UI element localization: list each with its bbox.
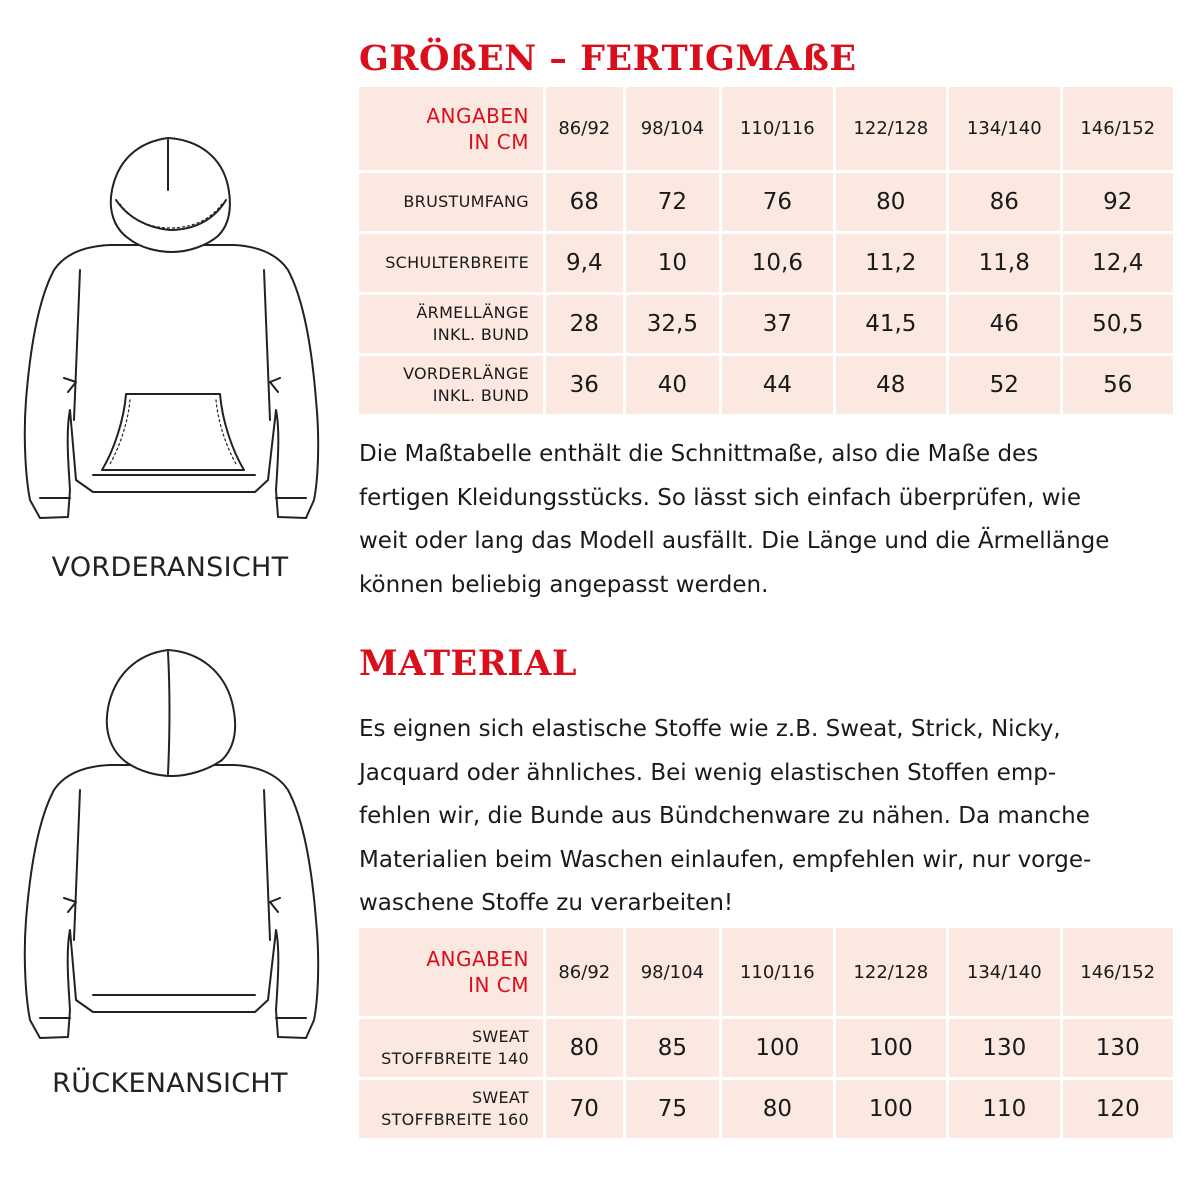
row-header-line2: INKL. BUND — [432, 325, 529, 344]
table-cell: 72 — [626, 173, 720, 231]
hoodie-back-drawing — [18, 640, 328, 1050]
row-header — [359, 1080, 543, 1138]
paragraph-line: fertigen Kleidungsstücks. So lässt sich einfach überprüfen, wie — [359, 484, 1081, 511]
table-cell: 80 — [546, 1019, 623, 1077]
sizes-heading: GRÖßEN – FERTIGMAßE — [359, 38, 857, 79]
table-cell: 9,4 — [546, 234, 623, 292]
table-cell: 41,5 — [836, 295, 946, 353]
table-cell: 130 — [1063, 1019, 1174, 1077]
row-header-line2: STOFFBREITE 140 — [381, 1049, 529, 1068]
material-description — [359, 708, 1189, 926]
table-cell: 48 — [836, 356, 946, 414]
table-cell: 68 — [546, 173, 623, 231]
table-cell: 10,6 — [722, 234, 832, 292]
units-label-line1: ANGABEN — [426, 103, 529, 128]
table-cell: 46 — [949, 295, 1059, 353]
table-cell: 40 — [626, 356, 720, 414]
row-header-line1: BRUSTUMFANG — [403, 192, 529, 211]
row-header — [359, 1019, 543, 1077]
row-header — [359, 234, 543, 292]
row-header-line1: SWEAT — [471, 1027, 529, 1046]
row-header — [359, 356, 543, 414]
row-header-line2: INKL. BUND — [432, 386, 529, 405]
measurements-description — [359, 433, 1189, 607]
table-cell: 92 — [1063, 173, 1174, 231]
table-cell: 120 — [1063, 1080, 1174, 1138]
column-header: 146/152 — [1063, 928, 1174, 1016]
paragraph-line: fehlen wir, die Bunde aus Bündchenware zu nähen. Da manche — [359, 803, 1090, 829]
table-cell: 80 — [836, 173, 946, 231]
material-heading: MATERIAL — [359, 643, 577, 684]
table-row — [359, 295, 1173, 353]
column-header: 134/140 — [949, 87, 1059, 170]
paragraph-line: waschene Stoffe zu verarbeiten! — [359, 890, 734, 916]
row-header-line1: SWEAT — [471, 1088, 529, 1107]
table-header-row — [359, 87, 1173, 170]
table-cell: 75 — [626, 1080, 720, 1138]
column-header: 122/128 — [836, 87, 946, 170]
table-cell: 85 — [626, 1019, 720, 1077]
row-header — [359, 295, 543, 353]
table-cell: 76 — [722, 173, 832, 231]
front-view-illustration — [0, 120, 340, 600]
table-row — [359, 356, 1173, 414]
paragraph-line: Die Maßtabelle enthält die Schnittmaße, also die Maße des — [359, 441, 1039, 467]
finished-measurements-table — [356, 84, 1176, 417]
table-cell: 100 — [722, 1019, 832, 1077]
table-row — [359, 173, 1173, 231]
table-cell: 12,4 — [1063, 234, 1174, 292]
column-header: 110/116 — [722, 928, 832, 1016]
table-cell: 70 — [546, 1080, 623, 1138]
table-row — [359, 1019, 1173, 1077]
units-label-line2: IN CM — [468, 129, 529, 154]
back-view-illustration — [0, 640, 340, 1120]
table-cell: 37 — [722, 295, 832, 353]
table-cell: 28 — [546, 295, 623, 353]
table-cell: 11,2 — [836, 234, 946, 292]
units-label-line1: ANGABEN — [426, 947, 529, 971]
row-header-line1: ÄRMELLÄNGE — [416, 303, 529, 322]
fabric-requirement-table — [356, 925, 1176, 1141]
row-header-line1: VORDERLÄNGE — [403, 364, 529, 383]
column-header: 110/116 — [722, 87, 832, 170]
table-cell: 50,5 — [1063, 295, 1174, 353]
table-cell: 110 — [949, 1080, 1059, 1138]
column-header: 134/140 — [949, 928, 1059, 1016]
back-view-caption: RÜCKENANSICHT — [52, 1068, 288, 1099]
table-row — [359, 234, 1173, 292]
table-cell: 100 — [836, 1080, 946, 1138]
row-header-line1: SCHULTERBREITE — [385, 253, 529, 272]
hoodie-front-drawing — [18, 120, 328, 530]
units-label — [359, 87, 543, 170]
table-cell: 130 — [949, 1019, 1059, 1077]
units-label — [359, 928, 543, 1016]
column-header: 146/152 — [1063, 87, 1174, 170]
table-cell: 56 — [1063, 356, 1174, 414]
paragraph-line: Es eignen sich elastische Stoffe wie z.B. Sweat, Strick, Nicky, — [359, 716, 1061, 742]
column-header: 86/92 — [546, 928, 623, 1016]
column-header: 86/92 — [546, 87, 623, 170]
table-cell: 44 — [722, 356, 832, 414]
table-cell: 36 — [546, 356, 623, 414]
table-header-row — [359, 928, 1173, 1016]
table-cell: 32,5 — [626, 295, 720, 353]
paragraph-line: Materialien beim Waschen einlaufen, empfehlen wir, nur vorge- — [359, 846, 1092, 873]
front-view-caption: VORDERANSICHT — [51, 552, 289, 583]
table-cell: 86 — [949, 173, 1059, 231]
column-header: 98/104 — [626, 87, 720, 170]
row-header-line2: STOFFBREITE 160 — [381, 1110, 529, 1129]
table-cell: 80 — [722, 1080, 832, 1138]
paragraph-line: können beliebig angepasst werden. — [359, 571, 769, 598]
table-cell: 100 — [836, 1019, 946, 1077]
column-header: 122/128 — [836, 928, 946, 1016]
paragraph-line: weit oder lang das Modell ausfällt. Die Länge und die Ärmellänge — [359, 528, 1110, 554]
units-label-line2: IN CM — [468, 973, 529, 997]
column-header: 98/104 — [626, 928, 720, 1016]
table-cell: 52 — [949, 356, 1059, 414]
table-cell: 11,8 — [949, 234, 1059, 292]
table-row — [359, 1080, 1173, 1138]
paragraph-line: Jacquard oder ähnliches. Bei wenig elastischen Stoffen emp- — [359, 759, 1057, 786]
row-header — [359, 173, 543, 231]
table-cell: 10 — [626, 234, 720, 292]
